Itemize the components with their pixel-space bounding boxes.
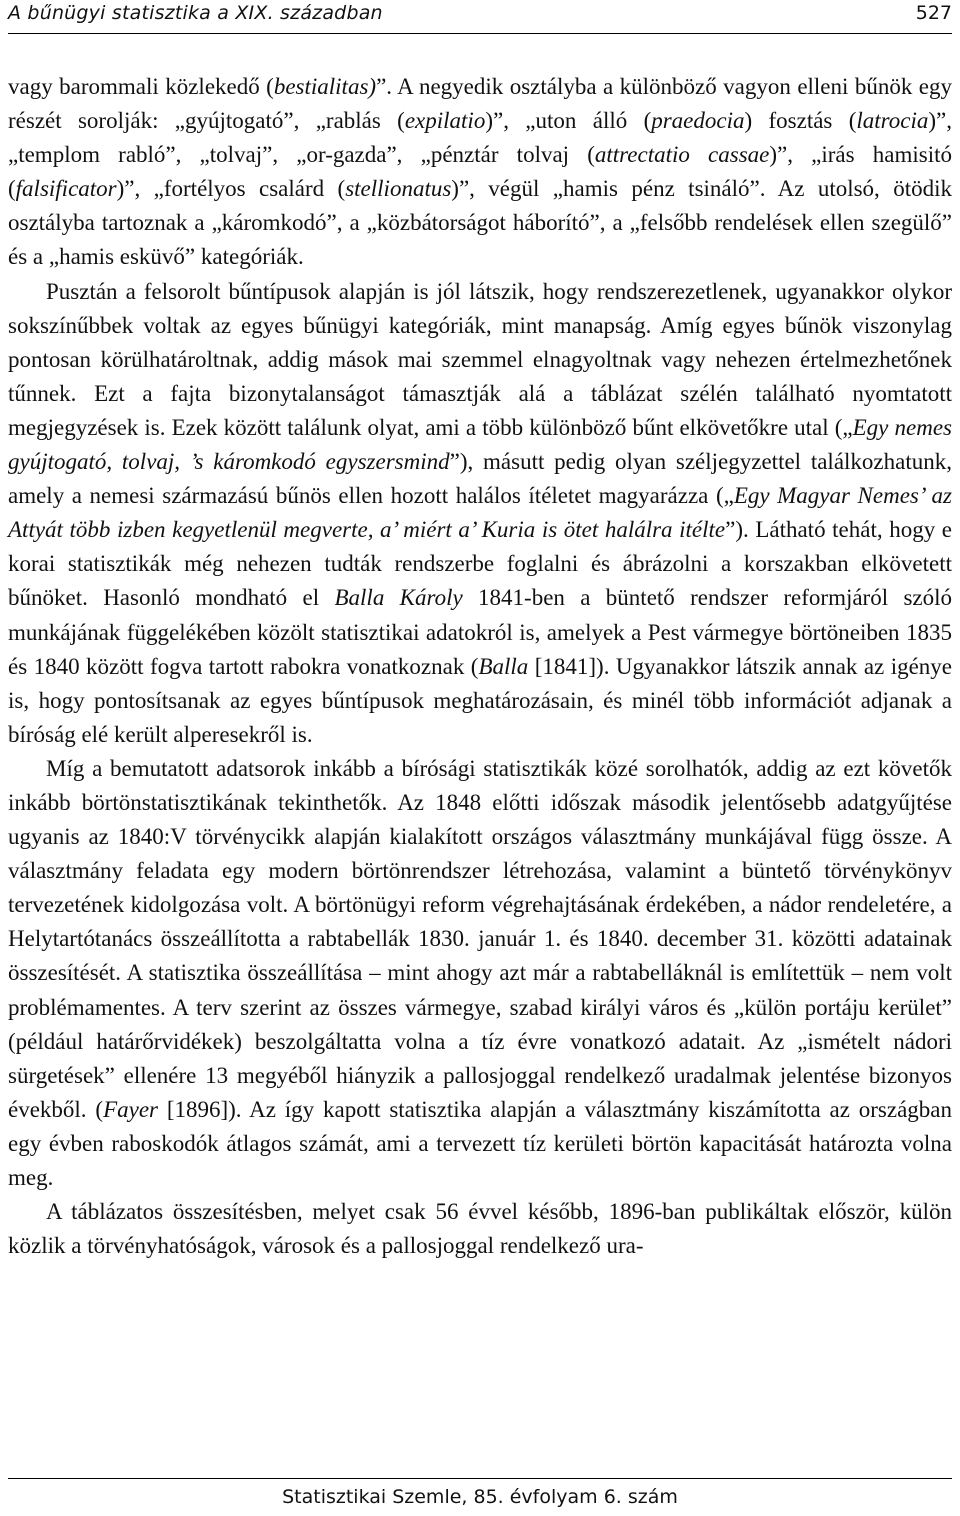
text-run: Pusztán a felsorolt bűntípusok alapján is jól látszik, hogy rendszerezetlenek, ugyanakkor olykor sokszínűbbek voltak az egyes bűnügyi kategóriák, mint manapság. Amíg egyes bűnök viszonylag pontosan körülhatároltnak, addig mások mai szemmel elnagyoltnak vagy nehezen értelmezhetőnek tűnnek. Ezt a fajta bizonytalanságot támasztják alá a táblázat szélén található nyomtatott megjegyzések is. Ezek között találunk olyat, ami a több különböző bűnt elkövetőkre utal („ <box>8 278 952 440</box>
running-title: A bűnügyi statisztika a XIX. században <box>8 2 383 24</box>
italic-run: Fayer <box>103 1096 158 1122</box>
text-run: )”, végül „hamis pénz tsináló”. Az utolsó, ötödik osztályba tartoznak a „káromkodó”, a „közbátorságot háborító”, a „felsőbb rendelések ellen szegülő” és a „hamis esküvő” kategóriák. <box>8 176 952 270</box>
text-run: ) fosztás ( <box>744 108 857 134</box>
page-number: 527 <box>915 2 952 24</box>
text-run: [1841]). Ugyanakkor látszik annak az igénye is, hogy pontosítsanak az egyes bűntípusok meghatározásain, és minél több információt adjanak a bíróság elé került alperesekről is. <box>8 653 953 747</box>
text-run: )”, „uton álló ( <box>485 108 652 134</box>
footer-rule <box>8 1478 952 1479</box>
text-run: ”), másutt pedig olyan széljegyzettel találkozhatunk, amely a nemesi származású bűnös ellen hozott halálos ítéletet magyarázza („ <box>8 449 952 509</box>
journal-footer: Statisztikai Szemle, 85. évfolyam 6. szám <box>282 1486 678 1508</box>
header-rule <box>8 33 952 34</box>
body-text <box>8 70 952 1263</box>
text-run: [1896]). Az így kapott statisztika alapján a választmány kiszámította az országban egy évben raboskodók átlagos számát, ami a tervezett tíz kerületi börtön kapacitását határozta volna meg. <box>8 1096 952 1190</box>
text-run: A táblázatos összesítésben, melyet csak 56 évvel később, 1896-ban publikáltak először, külön közlik a törvényhatóságok, városok és a pallosjoggal rendelkező ura- <box>8 1199 952 1259</box>
text-run: ”). Látható tehát, hogy e korai statisztikák még nehezen tudták rendszerbe foglalni és ábrázolni a korszakban elkövetett bűnöket. Hasonló mondható el <box>8 517 952 611</box>
running-header <box>8 0 952 40</box>
italic-run: stellionatus <box>345 176 452 202</box>
italic-run: Balla <box>478 653 529 679</box>
paragraph-4 <box>8 1195 952 1263</box>
italic-run: Egy Magyar Nemes’ az Attyát több izben kegyetlenül megverte, a’ miért a’ Kuria is ötet halálra itélte <box>8 483 952 543</box>
text-run: ”. A negyedik osztályba a különböző vagyon elleni bűnök egy részét sorolják: „gyújtogató”, „rablás ( <box>8 74 952 134</box>
italic-run: praedocia <box>651 108 745 134</box>
paragraph-2 <box>8 275 952 752</box>
text-run: 1841-ben a büntető rendszer reformjáról szóló munkájának függelékében közölt statisztikai adatokról is, amelyek a Pest vármegye börtöneiben 1835 és 1840 között fogva tartott rabokra vonatkoznak ( <box>8 585 952 679</box>
italic-run: expilatio <box>404 108 486 134</box>
italic-run: attrectatio cassae <box>594 142 770 168</box>
italic-run: latrocia <box>856 108 929 134</box>
text-run: Míg a bemutatott adatsorok inkább a bírósági statisztikák közé sorolhatók, addig az ezt követők inkább börtönstatisztikának tekinthetők. Az 1848 előtti időszak második jelentősebb adatgyűjtése ugyanis az 1840:V törvénycikk alapján kialakított országos választmány munkájával függ össze. A választmány feladata egy modern börtönrendszer létrehozása, valamint a büntető törvénykönyv tervezetének kidolgozása volt. A börtönügyi reform végrehajtásának érdekében, a nádor rendeletére, a Helytartótanács összeállította a rabtabellák 1830. január 1. és 1840. december 31. közötti adatainak összesítését. A statisztika összeállítása – mint ahogy azt már a rabtabelláknál is említettük – nem volt problémamentes. A terv szerint az összes vármegye, szabad királyi város és „külön portáju kerület” (például határőrvidékek) beszolgáltatta volna a tíz évre vonatkozó adatait. Az „ismételt nádori sürgetések” ellenére 13 megyéből hiányzik a pallosjoggal rendelkező uradalmak jelentése bizonyos évekből. ( <box>8 755 952 1122</box>
italic-run: falsificator <box>15 176 117 202</box>
italic-run: Egy nemes gyújtogató, tolvaj, ’s káromkodó egyszersmind <box>8 414 952 475</box>
italic-run: Balla Károly <box>334 585 463 611</box>
text-run: vagy barommali közlekedő ( <box>8 74 274 99</box>
text-run: )”, „irás hamisitó ( <box>8 142 952 202</box>
text-run: )”, „fortélyos csalárd ( <box>116 176 346 202</box>
paragraph-1 <box>8 70 952 275</box>
paragraph-3 <box>8 752 952 1195</box>
text-run: )”, „templom rabló”, „tolvaj”, „or-gazda”, „pénztár tolvaj ( <box>8 108 952 168</box>
italic-run: bestialitas) <box>273 74 377 99</box>
